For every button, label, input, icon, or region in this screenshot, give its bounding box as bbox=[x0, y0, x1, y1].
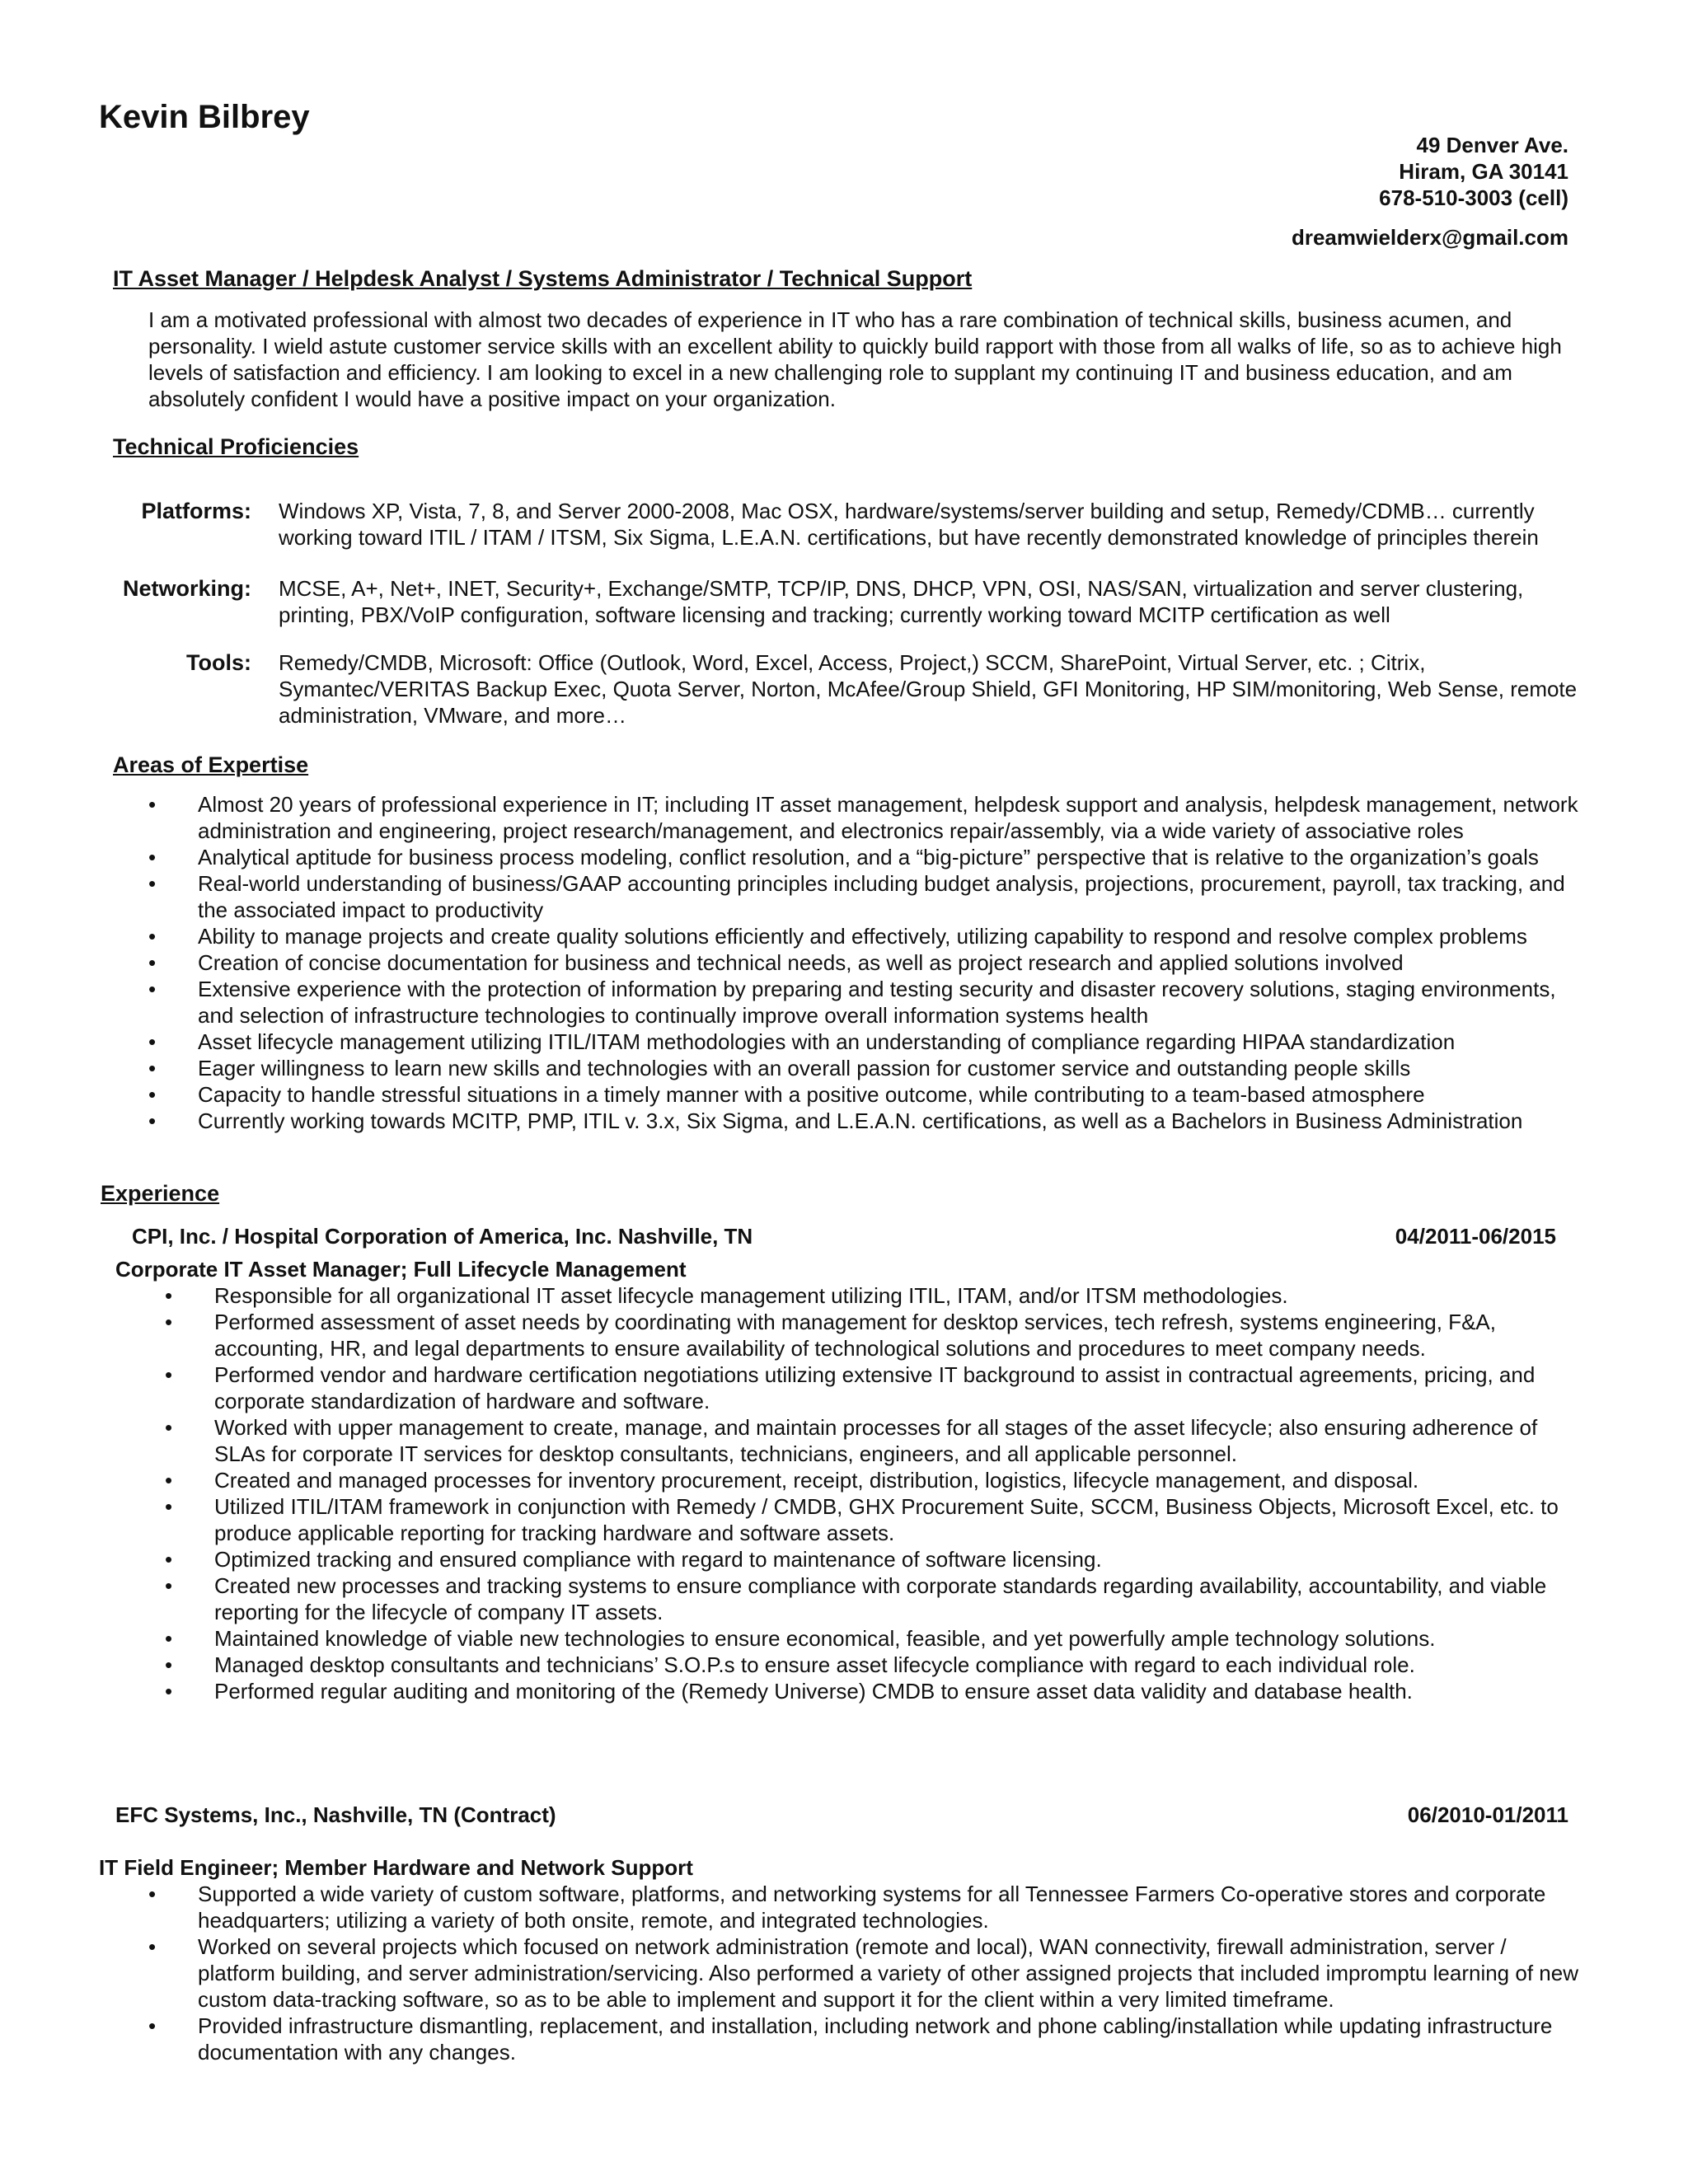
list-item: • Managed desktop consultants and technicians’ S.O.P.s to ensure asset lifecycle compliance with regard to each individual role. bbox=[165, 1652, 1582, 1678]
proficiency-row-networking bbox=[111, 575, 1587, 628]
expertise-heading: Areas of Expertise bbox=[113, 752, 309, 777]
job-bullets bbox=[165, 1282, 1582, 1704]
list-item: • Almost 20 years of professional experience in IT; including IT asset management, helpdesk support and analysis, helpdesk management, network administration and engineering, project research/management, and electronics repair/assembly, via a wide variety of associative roles bbox=[148, 791, 1591, 844]
list-item: • Performed regular auditing and monitoring of the (Remedy Universe) CMDB to ensure asset data validity and database health. bbox=[165, 1678, 1582, 1704]
list-item: • Worked on several projects which focused on network administration (remote and local), WAN connectivity, firewall administration, server / platform building, and server administration/servicing. Also performed a variety of other assigned projects that included impromptu learning of new custom data-tracking software, so as to be able to implement and support it for the client within a very limited timeframe. bbox=[148, 1933, 1582, 2013]
proficiency-label: Tools: bbox=[186, 650, 251, 675]
list-item: • Analytical aptitude for business process modeling, conflict resolution, and a “big-picture” perspective that is relative to the organization’s goals bbox=[148, 844, 1591, 870]
expertise-list bbox=[148, 791, 1591, 1134]
address-line-2: Hiram, GA 30141 bbox=[1399, 159, 1568, 184]
proficiencies-heading: Technical Proficiencies bbox=[113, 434, 359, 459]
list-item: • Asset lifecycle management utilizing ITIL/ITAM methodologies with an understanding of compliance regarding HIPAA standardization bbox=[148, 1029, 1591, 1055]
job-title: IT Field Engineer; Member Hardware and Network Support bbox=[99, 1855, 693, 1880]
email: dreamwielderx@gmail.com bbox=[1291, 225, 1568, 250]
list-item: • Worked with upper management to create, manage, and maintain processes for all stages of the asset lifecycle; also ensuring adherence of SLAs for corporate IT services for desktop consultants, technicians, engineers, and all applicable personnel. bbox=[165, 1414, 1582, 1467]
list-item: • Responsible for all organizational IT asset lifecycle management utilizing ITIL, ITAM, and/or ITSM methodologies. bbox=[165, 1282, 1582, 1309]
contact-block bbox=[1379, 132, 1568, 211]
list-item: • Currently working towards MCITP, PMP, ITIL v. 3.x, Six Sigma, and L.E.A.N. certifications, as well as a Bachelors in Business Administration bbox=[148, 1108, 1591, 1134]
proficiency-text: MCSE, A+, Net+, INET, Security+, Exchange/SMTP, TCP/IP, DNS, DHCP, VPN, OSI, NAS/SAN, virtualization and server clustering, printing, PBX/VoIP configuration, software licensing and tracking; currently working toward MCITP certification as well bbox=[279, 576, 1524, 627]
job-title: Corporate IT Asset Manager; Full Lifecycle Management bbox=[115, 1257, 687, 1282]
proficiency-label: Networking: bbox=[122, 576, 251, 601]
proficiency-text: Windows XP, Vista, 7, 8, and Server 2000-2008, Mac OSX, hardware/systems/server building and setup, Remedy/CDMB… currently working toward ITIL / ITAM / ITSM, Six Sigma, L.E.A.N. certifications, but have recently demonstrated knowledge of principles therein bbox=[279, 499, 1539, 550]
proficiency-label: Platforms: bbox=[141, 499, 251, 523]
phone: 678-510-3003 (cell) bbox=[1379, 185, 1568, 210]
experience-heading: Experience bbox=[101, 1181, 220, 1206]
list-item: • Supported a wide variety of custom software, platforms, and networking systems for all Tennessee Farmers Co-operative stores and corporate headquarters; utilizing a variety of both onsite, remote, and integrated technologies. bbox=[148, 1881, 1582, 1933]
resume-name: Kevin Bilbrey bbox=[99, 99, 310, 135]
job-dates: 04/2011-06/2015 bbox=[1395, 1224, 1556, 1249]
job-dates: 06/2010-01/2011 bbox=[1407, 1802, 1568, 1827]
job-bullets bbox=[148, 1881, 1582, 2065]
list-item: • Provided infrastructure dismantling, replacement, and installation, including network and phone cabling/installation while updating infrastructure documentation with any changes. bbox=[148, 2013, 1582, 2065]
list-item: • Created new processes and tracking systems to ensure compliance with corporate standards regarding availability, accountability, and viable reporting for the lifecycle of company IT assets. bbox=[165, 1572, 1582, 1625]
address-line-1: 49 Denver Ave. bbox=[1416, 133, 1568, 157]
list-item: • Creation of concise documentation for business and technical needs, as well as project research and applied solutions involved bbox=[148, 949, 1591, 976]
job-company: CPI, Inc. / Hospital Corporation of America, Inc. Nashville, TN bbox=[132, 1224, 753, 1249]
list-item: • Maintained knowledge of viable new technologies to ensure economical, feasible, and yet powerfully ample technology solutions. bbox=[165, 1625, 1582, 1652]
objective-title: IT Asset Manager / Helpdesk Analyst / Systems Administrator / Technical Support bbox=[113, 266, 973, 291]
list-item: • Eager willingness to learn new skills and technologies with an overall passion for customer service and outstanding people skills bbox=[148, 1055, 1591, 1081]
list-item: • Performed assessment of asset needs by coordinating with management for desktop services, tech refresh, systems engineering, F&A, accounting, HR, and legal departments to ensure availability of technological solutions and procedures to meet company needs. bbox=[165, 1309, 1582, 1361]
list-item: • Ability to manage projects and create quality solutions efficiently and effectively, utilizing capability to respond and resolve complex problems bbox=[148, 923, 1591, 949]
proficiency-row-platforms bbox=[111, 498, 1587, 551]
list-item: • Created and managed processes for inventory procurement, receipt, distribution, logistics, lifecycle management, and disposal. bbox=[165, 1467, 1582, 1493]
list-item: • Utilized ITIL/ITAM framework in conjunction with Remedy / CMDB, GHX Procurement Suite, SCCM, Business Objects, Microsoft Excel, etc. to produce applicable reporting for tracking hardware and software assets. bbox=[165, 1493, 1582, 1546]
list-item: • Optimized tracking and ensured compliance with regard to maintenance of software licensing. bbox=[165, 1546, 1582, 1572]
list-item: • Extensive experience with the protection of information by preparing and testing security and disaster recovery solutions, staging environments, and selection of infrastructure technologies to continually improve overall information systems health bbox=[148, 976, 1591, 1029]
objective-text: I am a motivated professional with almost two decades of experience in IT who has a rare combination of technical skills, business acumen, and personality. I wield astute customer service skills with an excellent ability to quickly build rapport with those from all walks of life, so as to achieve high levels of satisfaction and efficiency. I am looking to excel in a new challenging role to supplant my continuing IT and business education, and am absolutely confident I would have a positive impact on your organization. bbox=[148, 307, 1562, 411]
list-item: • Capacity to handle stressful situations in a timely manner with a positive outcome, while contributing to a team-based atmosphere bbox=[148, 1081, 1591, 1108]
proficiency-row-tools bbox=[111, 649, 1587, 729]
proficiency-text: Remedy/CMDB, Microsoft: Office (Outlook, Word, Excel, Access, Project,) SCCM, SharePoint, Virtual Server, etc. ; Citrix, Symantec/VERITAS Backup Exec, Quota Server, Norton, McAfee/Group Shield, GFI Monitoring, HP SIM/monitoring, Web Sense, remote administration, VMware, and more… bbox=[279, 650, 1578, 728]
job-company: EFC Systems, Inc., Nashville, TN (Contract) bbox=[115, 1802, 556, 1827]
list-item: • Performed vendor and hardware certification negotiations utilizing extensive IT background to assist in contractual agreements, pricing, and corporate standardization of hardware and software. bbox=[165, 1361, 1582, 1414]
list-item: • Real-world understanding of business/GAAP accounting principles including budget analysis, projections, procurement, payroll, tax tracking, and the associated impact to productivity bbox=[148, 870, 1591, 923]
